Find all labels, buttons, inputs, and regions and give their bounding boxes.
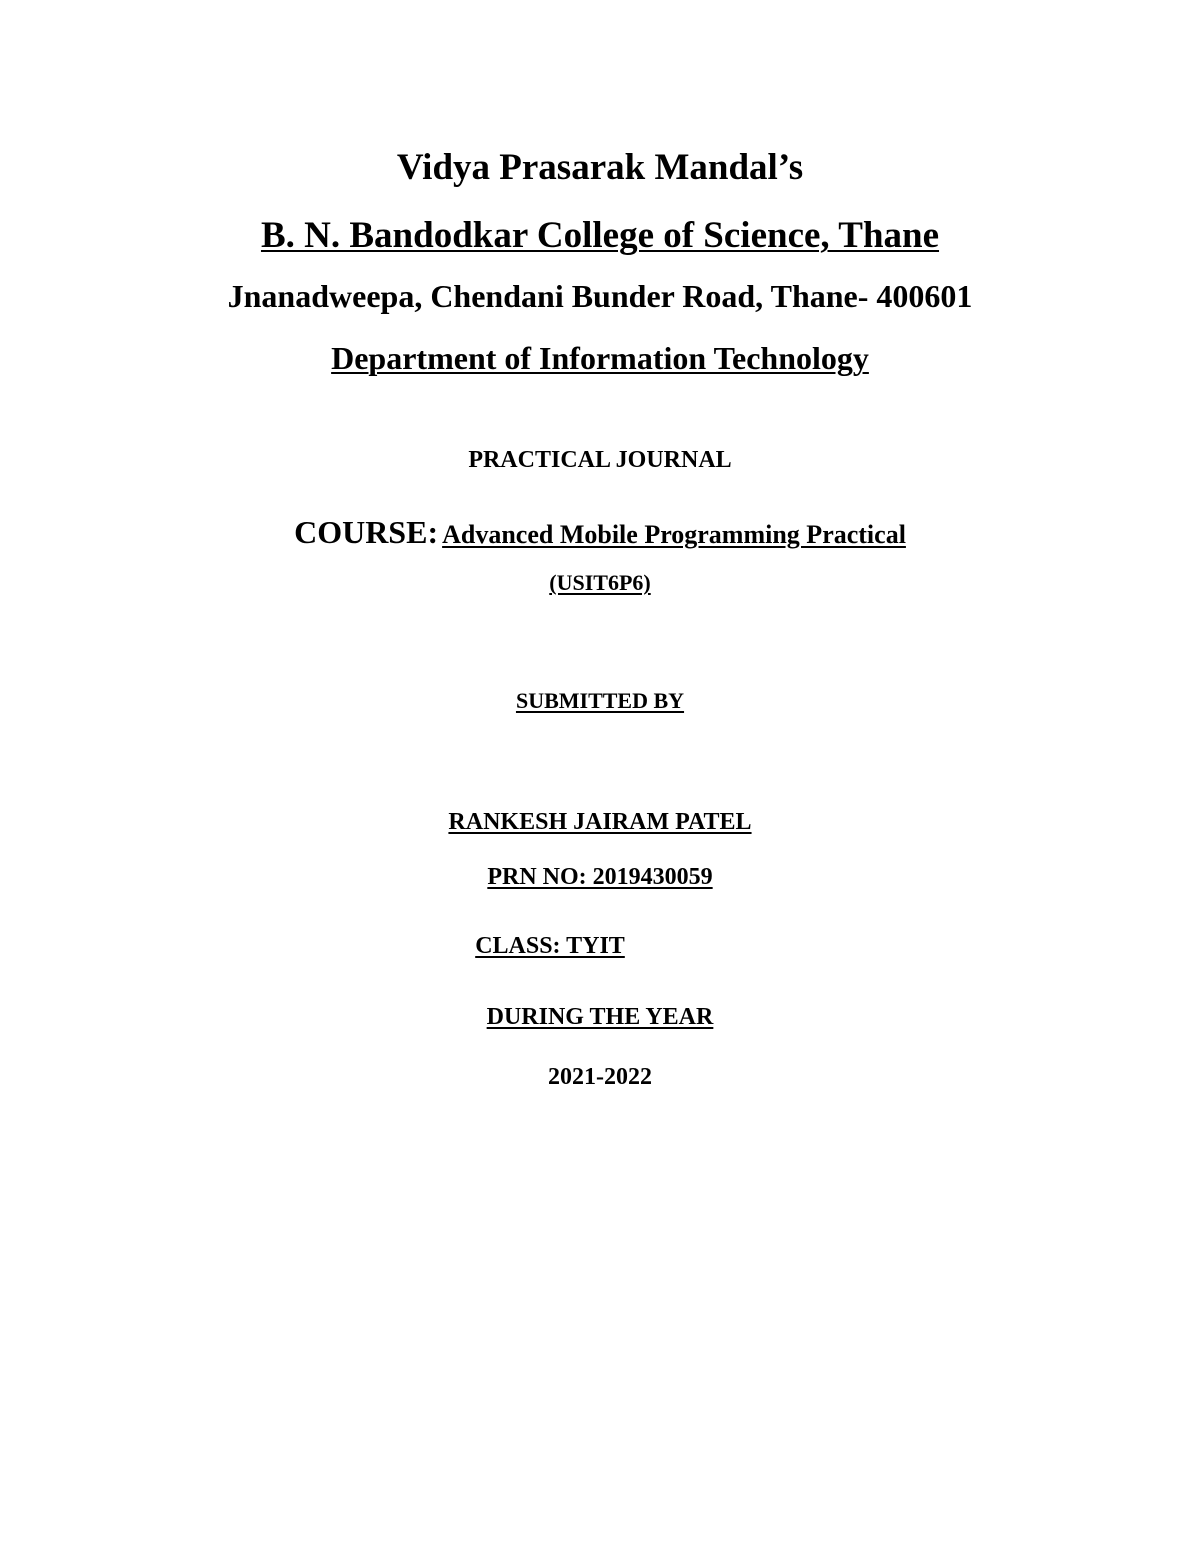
academic-year: 2021-2022 bbox=[548, 1064, 652, 1090]
course-label: COURSE: bbox=[294, 514, 439, 550]
submitted-by-heading: SUBMITTED BY bbox=[515, 688, 685, 713]
class-name: CLASS: TYIT bbox=[475, 933, 625, 959]
college-address: Jnanadweepa, Chendani Bunder Road, Thane- 400601 bbox=[227, 278, 973, 314]
student-name: RANKESH JAIRAM PATEL bbox=[448, 809, 752, 835]
course-code: (USIT6P6) bbox=[549, 570, 651, 595]
college-name: B. N. Bandodkar College of Science, Thane bbox=[260, 215, 940, 256]
organization-name: Vidya Prasarak Mandal’s bbox=[396, 147, 804, 188]
course-line bbox=[0, 514, 1200, 551]
department-name: Department of Information Technology bbox=[331, 340, 869, 376]
during-the-year: DURING THE YEAR bbox=[486, 1004, 714, 1030]
prn-number: PRN NO: 2019430059 bbox=[487, 864, 713, 890]
course-title: Advanced Mobile Programming Practical bbox=[442, 520, 906, 549]
journal-title: PRACTICAL JOURNAL bbox=[468, 447, 732, 473]
